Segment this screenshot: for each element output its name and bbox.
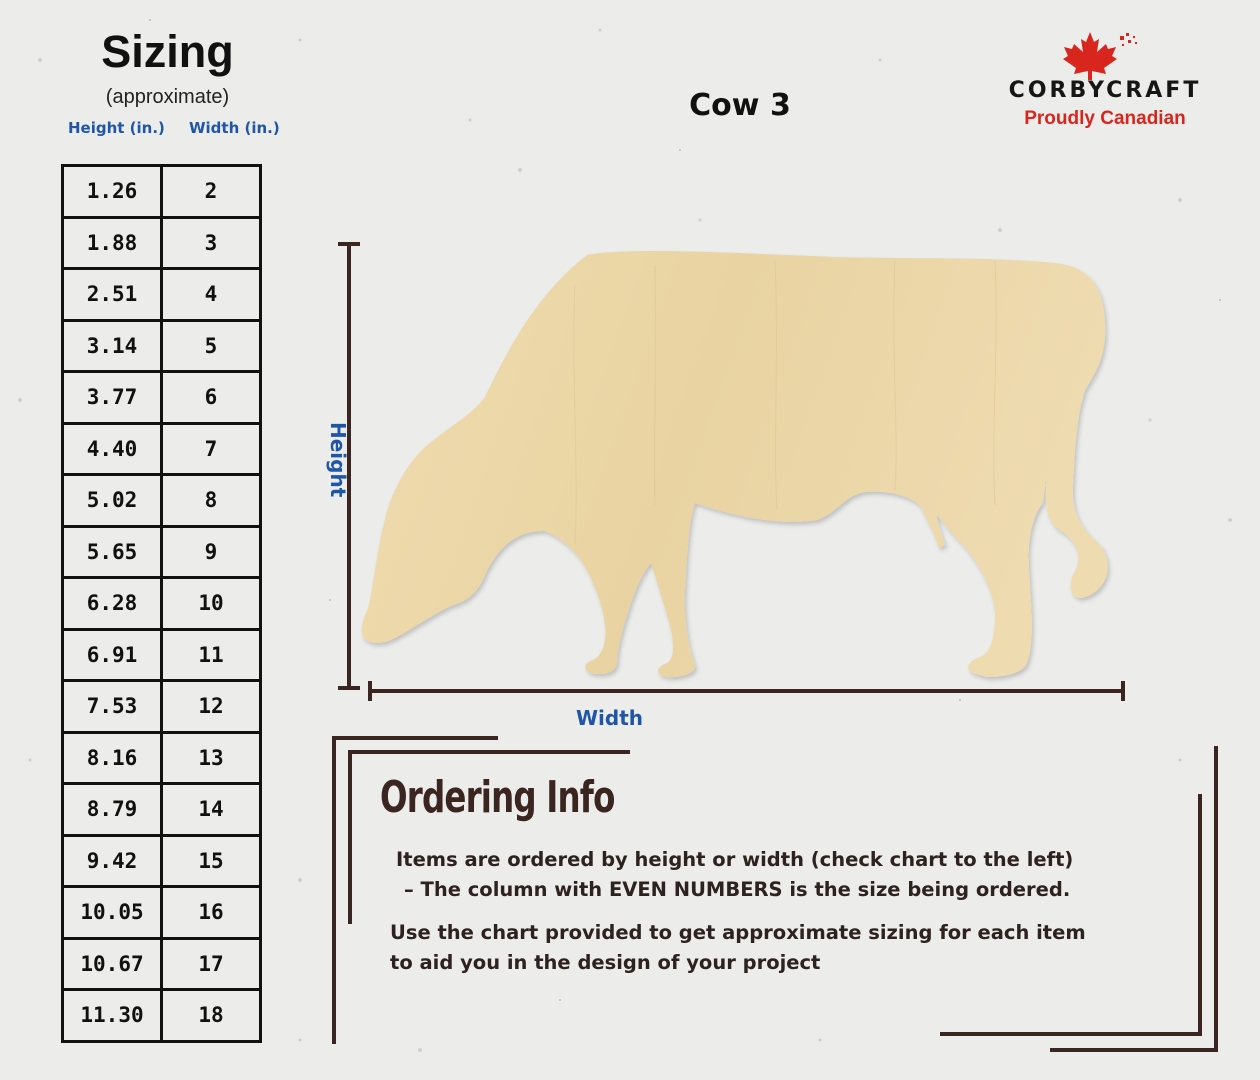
table-row	[63, 217, 261, 269]
table-row	[63, 423, 261, 475]
height-cell: 8.79	[63, 784, 162, 836]
ordering-line-3: Use the chart provided to get approximate sizing for each item	[390, 921, 1086, 944]
width-cell: 15	[162, 835, 261, 887]
ordering-line-1: Items are ordered by height or width (check chart to the left)	[396, 848, 1074, 871]
height-cell: 8.16	[63, 732, 162, 784]
height-cell: 4.40	[63, 423, 162, 475]
brand-tagline: Proudly Canadian	[1024, 108, 1186, 129]
sizing-title: Sizing	[101, 26, 234, 77]
width-cell: 4	[162, 269, 261, 321]
width-label: Width	[576, 706, 644, 730]
table-row	[63, 681, 261, 733]
height-cell: 9.42	[63, 835, 162, 887]
height-cell: 5.65	[63, 526, 162, 578]
height-column-header: Height (in.)	[68, 119, 165, 137]
height-cell: 10.05	[63, 887, 162, 939]
height-cell: 2.51	[63, 269, 162, 321]
width-cell: 18	[162, 990, 261, 1042]
table-row	[63, 784, 261, 836]
table-row	[63, 475, 261, 527]
table-row	[63, 887, 261, 939]
brand-name: CORBYCRAFT	[1008, 78, 1202, 103]
ordering-info-title: Ordering Info	[380, 772, 615, 823]
width-cell: 16	[162, 887, 261, 939]
size-table	[61, 164, 262, 1043]
product-title: Cow 3	[689, 88, 791, 123]
width-column-header: Width (in.)	[189, 119, 280, 137]
table-row	[63, 269, 261, 321]
width-cell: 10	[162, 578, 261, 630]
height-cell: 6.28	[63, 578, 162, 630]
height-cell: 7.53	[63, 681, 162, 733]
width-cell: 5	[162, 320, 261, 372]
height-label: Height	[326, 422, 350, 498]
table-row	[63, 835, 261, 887]
table-row	[63, 526, 261, 578]
width-cell: 2	[162, 166, 261, 218]
width-cell: 17	[162, 938, 261, 990]
table-row	[63, 166, 261, 218]
width-cell: 14	[162, 784, 261, 836]
width-cell: 13	[162, 732, 261, 784]
width-cell: 8	[162, 475, 261, 527]
height-cell: 11.30	[63, 990, 162, 1042]
ordering-line-2: – The column with EVEN NUMBERS is the size being ordered.	[404, 878, 1071, 901]
width-cell: 7	[162, 423, 261, 475]
maple-leaf-icon	[1062, 30, 1142, 80]
height-cell: 5.02	[63, 475, 162, 527]
height-cell: 3.14	[63, 320, 162, 372]
table-row	[63, 938, 261, 990]
height-cell: 1.88	[63, 217, 162, 269]
width-cell: 12	[162, 681, 261, 733]
height-cell: 3.77	[63, 372, 162, 424]
height-cell: 6.91	[63, 629, 162, 681]
sizing-subtitle: (approximate)	[105, 86, 230, 108]
height-cell: 1.26	[63, 166, 162, 218]
table-row	[63, 372, 261, 424]
table-row	[63, 732, 261, 784]
width-cell: 6	[162, 372, 261, 424]
width-cell: 9	[162, 526, 261, 578]
table-row	[63, 990, 261, 1042]
height-cell: 10.67	[63, 938, 162, 990]
width-cell: 11	[162, 629, 261, 681]
ordering-line-4: to aid you in the design of your project	[390, 951, 821, 974]
table-row	[63, 629, 261, 681]
table-row	[63, 578, 261, 630]
cow-silhouette	[355, 245, 1125, 685]
table-row	[63, 320, 261, 372]
width-cell: 3	[162, 217, 261, 269]
